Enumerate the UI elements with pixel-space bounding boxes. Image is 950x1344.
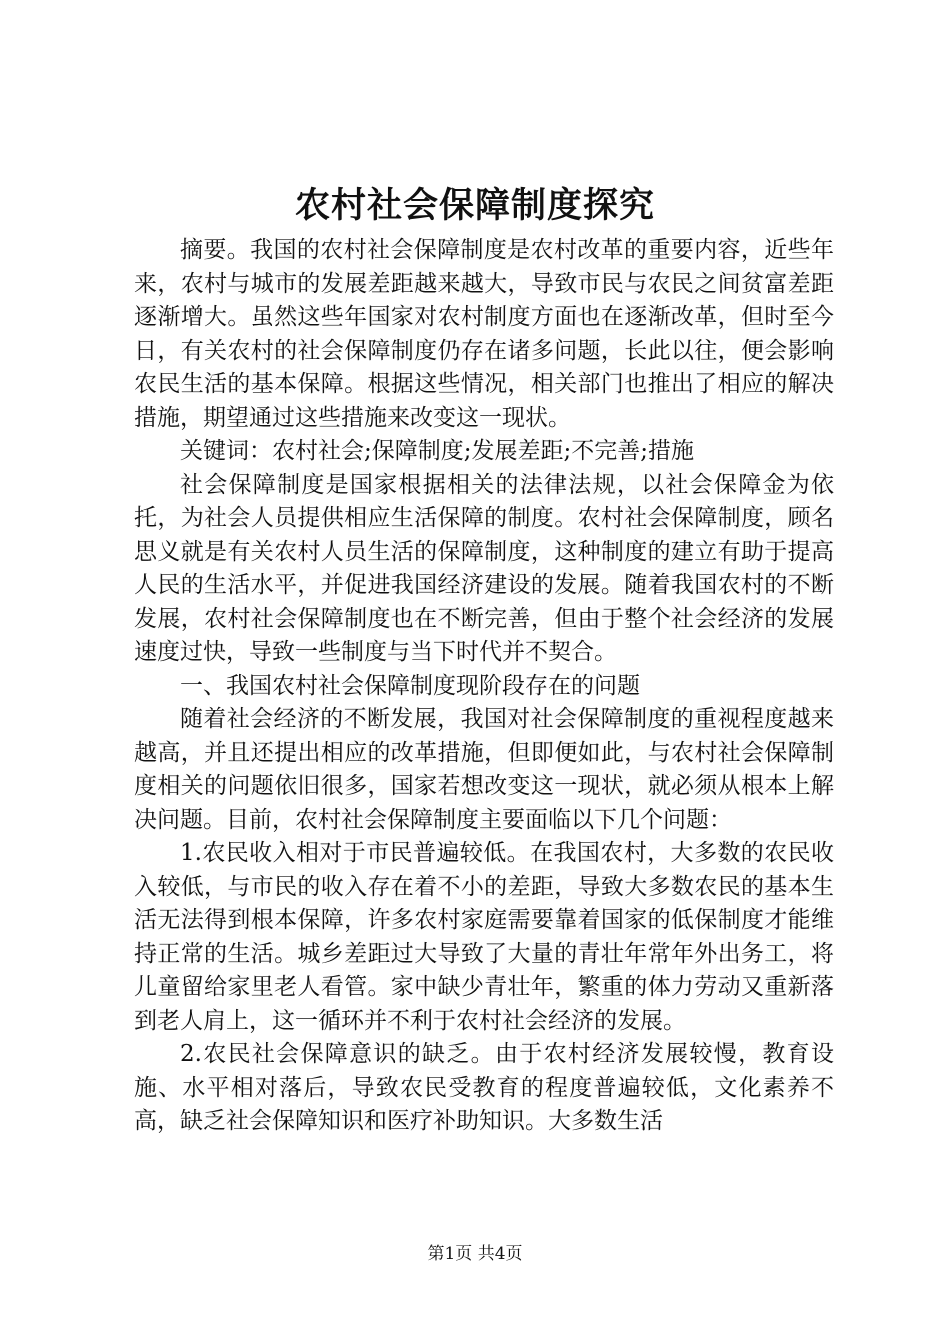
- body-paragraph: 1.农民收入相对于市民普遍较低。在我国农村，大多数的农民收入较低，与市民的收入存在着不小的差距，导致大多数农民的基本生活无法得到根本保障，许多农村家庭需要靠着国家的低保制度才能维持正常的生活。城乡差距过大导致了大量的青壮年常年外出务工，将儿童留给家里老人看管。家中缺少青壮年，繁重的体力劳动又重新落到老人肩上，这一循环并不利于农村社会经济的发展。: [134, 840, 834, 1034]
- body-paragraph: 2.农民社会保障意识的缺乏。由于农村经济发展较慢，教育设施、水平相对落后，导致农民受教育的程度普遍较低，文化素养不高，缺乏社会保障知识和医疗补助知识。大多数生活: [134, 1041, 834, 1134]
- intro-paragraph: 社会保障制度是国家根据相关的法律法规，以社会保障金为依托，为社会人员提供相应生活保障的制度。农村社会保障制度，顾名思义就是有关农村人员生活的保障制度，这种制度的建立有助于提高人民的生活水平，并促进我国经济建设的发展。随着我国农村的不断发展，农村社会保障制度也在不断完善，但由于整个社会经济的发展速度过快，导致一些制度与当下时代并不契合。: [134, 471, 834, 665]
- document-body: [134, 234, 834, 1139]
- document-title: 农村社会保障制度探究: [294, 185, 655, 226]
- abstract-paragraph: 摘要。我国的农村社会保障制度是农村改革的重要内容，近些年来，农村与城市的发展差距越来越大，导致市民与农民之间贫富差距逐渐增大。虽然这些年国家对农村制度方面也在逐渐改革，但时至今日，有关农村的社会保障制度仍存在诸多问题，长此以往，便会影响农民生活的基本保障。根据这些情况，相关部门也推出了相应的解决措施，期望通过这些措施来改变这一现状。: [134, 237, 834, 431]
- keywords-paragraph: 关键词：农村社会;保障制度;发展差距;不完善;措施: [180, 438, 694, 464]
- body-paragraph: 随着社会经济的不断发展，我国对社会保障制度的重视程度越来越高，并且还提出相应的改革措施，但即便如此，与农村社会保障制度相关的问题依旧很多，国家若想改变这一现状，就必须从根本上解决问题。目前，农村社会保障制度主要面临以下几个问题：: [134, 706, 834, 833]
- page-footer: 第1页 共4页: [427, 1244, 523, 1264]
- section-heading: 一、我国农村社会保障制度现阶段存在的问题: [180, 672, 640, 699]
